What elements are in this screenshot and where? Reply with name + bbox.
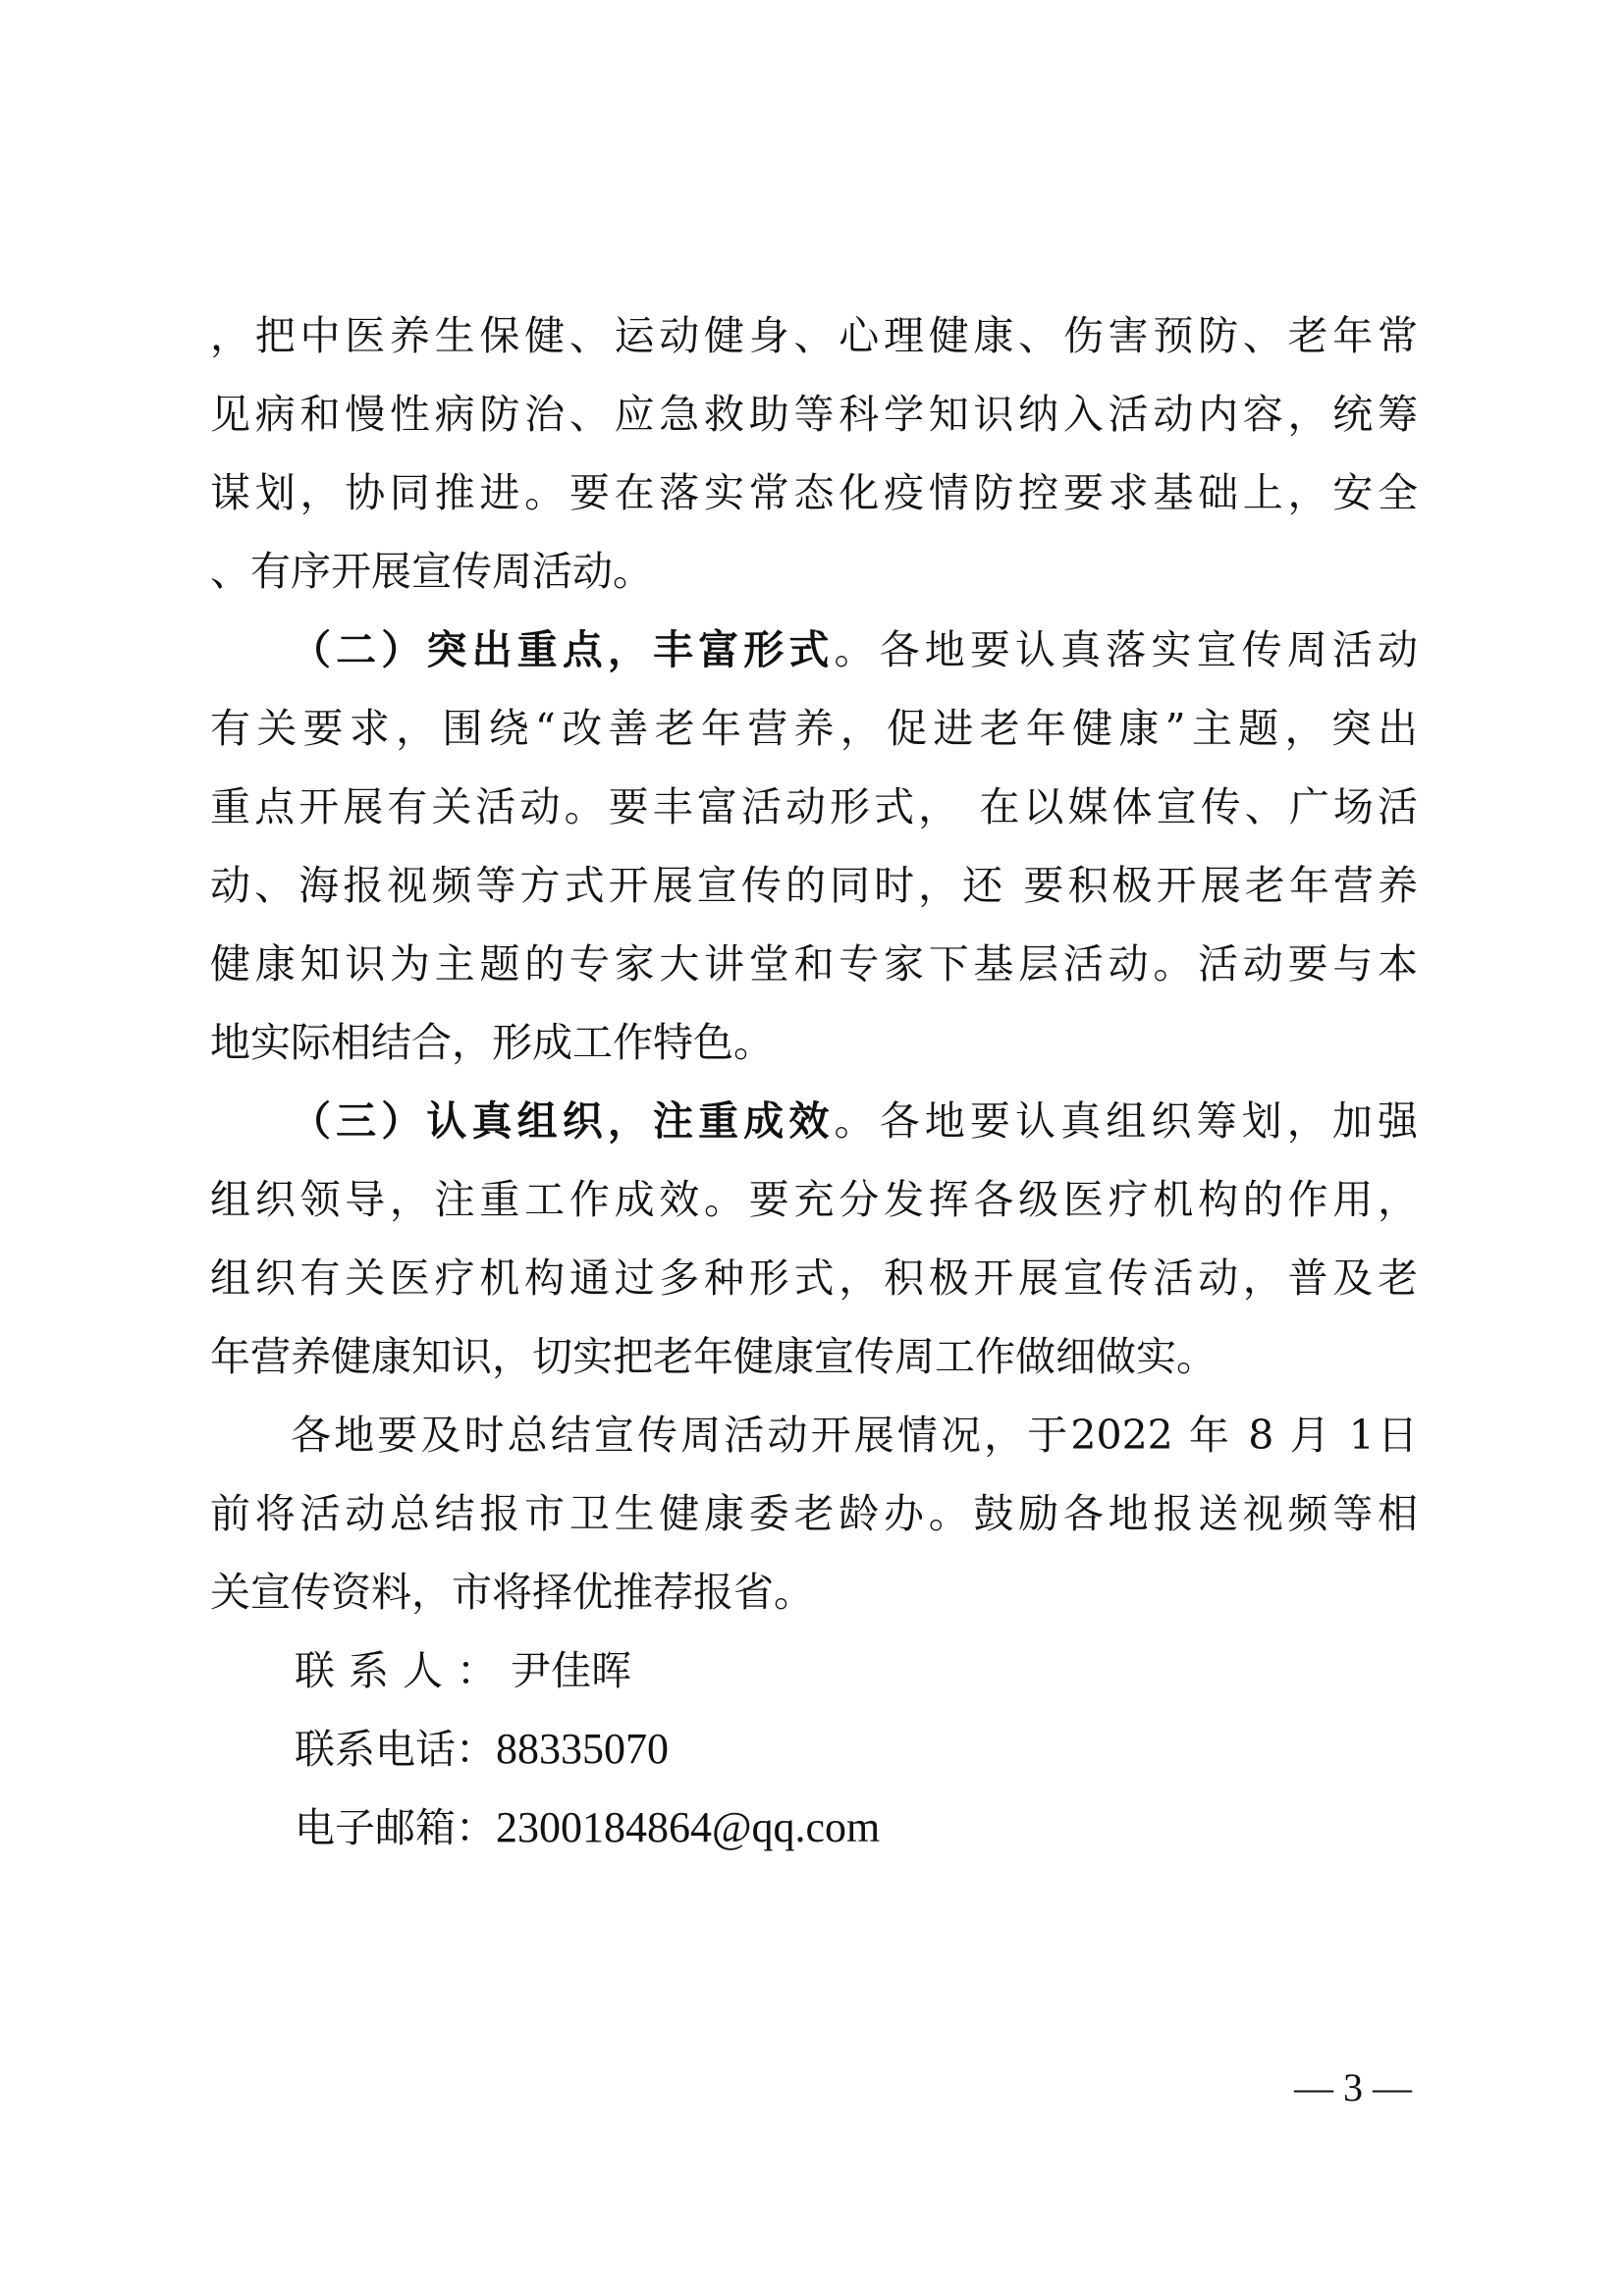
contact-person-row <box>295 1631 631 1710</box>
section-3-line-1 <box>291 1082 1418 1160</box>
page-number: — 3 — <box>1294 2065 1412 2109</box>
contact-person-value: 尹佳晖 <box>511 1647 631 1694</box>
section-3-line-4: 年营养健康知识，切实把老年健康宣传周工作做细做实。 <box>210 1333 1217 1380</box>
section-3-line-2: 组织领导，注重工作成效。要充分发挥各级医疗机构的作用， <box>210 1176 1418 1223</box>
contact-email-value: 2300184864@qq.com <box>496 1803 881 1851</box>
contact-email-label: 电子邮箱： <box>295 1804 496 1851</box>
section-3-line-1-text: 。各地要认真组织筹划，加强 <box>834 1097 1418 1145</box>
contact-phone-row <box>295 1710 669 1789</box>
section-3-line-3: 组织有关医疗机构通过多种形式，积极开展宣传活动，普及老 <box>210 1255 1418 1302</box>
paragraph-4-line-1: 各地要及时总结宣传周活动开展情况，于2022 年 8 月 1日 <box>291 1412 1418 1459</box>
contact-phone-value: 88335070 <box>496 1725 669 1773</box>
section-2-line-6: 地实际相结合，形成工作特色。 <box>210 1019 774 1066</box>
contact-email-row <box>295 1789 880 1867</box>
paragraph-1-line-2: 见病和慢性病防治、应急救助等科学知识纳入活动内容，统筹 <box>210 391 1418 438</box>
section-2-line-1 <box>291 611 1418 689</box>
section-3-heading: （三）认真组织，注重成效 <box>291 1097 835 1145</box>
paragraph-4-line-3: 关宣传资料，市将择优推荐报省。 <box>210 1569 814 1616</box>
paragraph-1-line-4: 、有序开展宣传周活动。 <box>210 548 653 595</box>
section-2-line-1-text: 。各地要认真落实宣传周活动 <box>834 626 1418 673</box>
paragraph-1-line-3: 谋划，协同推进。要在落实常态化疫情防控要求基础上，安全 <box>210 469 1418 516</box>
contact-phone-label: 联系电话： <box>295 1726 496 1773</box>
contact-person-label: 联系人： <box>295 1647 511 1694</box>
paragraph-4-line-2: 前将活动总结报市卫生健康委老龄办。鼓励各地报送视频等相 <box>210 1490 1418 1537</box>
section-2-line-3: 重点开展有关活动。要丰富活动形式， 在以媒体宣传、广场活 <box>210 783 1418 830</box>
section-2-line-4: 动、海报视频等方式开展宣传的同时，还 要积极开展老年营养 <box>210 862 1418 909</box>
section-2-line-5: 健康知识为主题的专家大讲堂和专家下基层活动。活动要与本 <box>210 940 1418 988</box>
section-2-line-2: 有关要求，围绕“改善老年营养，促进老年健康”主题，突出 <box>210 705 1418 752</box>
section-2-heading: （二）突出重点，丰富形式 <box>291 626 835 673</box>
paragraph-1-line-1: ，把中医养生保健、运动健身、心理健康、伤害预防、老年常 <box>210 312 1418 359</box>
